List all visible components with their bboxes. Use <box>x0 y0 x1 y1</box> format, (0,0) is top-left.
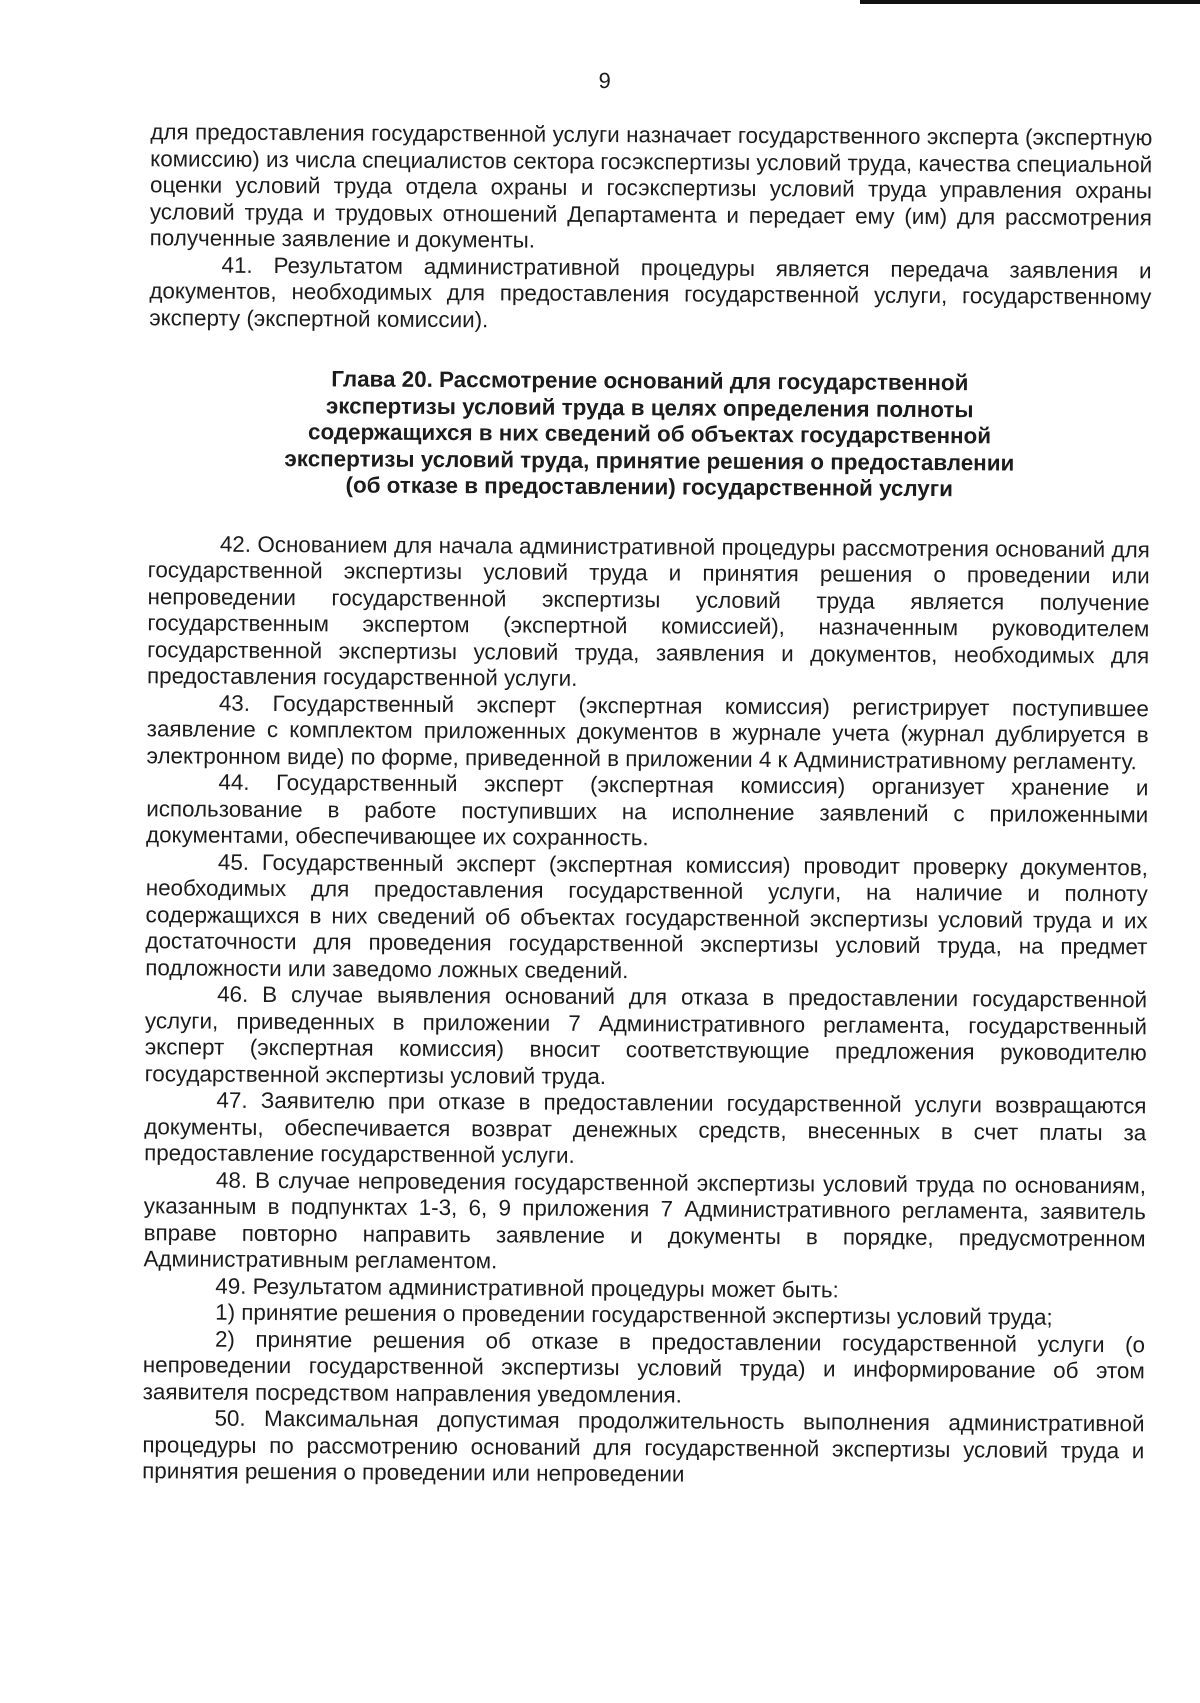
paragraph-49: 49. Результатом административной процедуры может быть: <box>215 1273 839 1302</box>
paragraph-49-item-1: 1) принятие решения о проведении государственной экспертизы условий труда; <box>215 1299 1053 1330</box>
paragraph-45: 45. Государственный эксперт (экспертная комиссия) проводит проверку документов, необходимых для предоставления государственной услуги, на наличие и полноту содержащихся в них сведений об объектах государственной экспертизы условий труда и их достаточности для проведения государственной экспертизы условий труда, на предмет подложности или заведомо ложных сведений. <box>145 849 1148 983</box>
paragraph-43: 43. Государственный эксперт (экспертная комиссия) регистрирует поступившее заявление с комплектом приложенных документов в журнале учета (журнал дублируется в электронном виде) по форме, приведенной в приложении 4 к Административному регламенту. <box>146 690 1149 774</box>
paragraph-46: 46. В случае выявления оснований для отказа в предоставлении государственной услуги, приведенных в приложении 7 Административного регламента, государственный эксперт (экспертная комиссия) вносит соответствующие предложения руководителю государственной экспертизы условий труда. <box>144 981 1148 1089</box>
paragraph-47: 47. Заявителю при отказе в предоставлении государственной услуги возвращаются документы, обеспечивается возврат денежных средств, внесенных в счет платы за предоставление государственной услуги. <box>144 1087 1147 1168</box>
body-text <box>142 119 1152 1491</box>
chapter-title-line: (об отказе в предоставлении) государственной услуги <box>345 472 953 502</box>
paragraph-50: 50. Максимальная допустимая продолжительность выполнения административной процедуры по рассмотрению оснований для государственной экспертизы условий труда и принятия решения о проведении или непроведении <box>142 1405 1145 1487</box>
page-number: 9 <box>598 67 611 94</box>
paragraph-44: 44. Государственный эксперт (экспертная комиссия) организует хранение и использование в работе поступивших на исполнение заявлений с приложенными документами, обеспечивающее их сохранность. <box>146 769 1149 851</box>
chapter-title-line: Глава 20. Рассмотрение оснований для государственной <box>331 366 969 396</box>
paragraph-48: 48. В случае непроведения государственной экспертизы условий труда по основаниям, указанным в подпунктах 1-3, 6, 9 приложения 7 Административного регламента, заявитель вправе повторно направить заявление и документы в порядке, предусмотренном Административным регламентом. <box>143 1167 1147 1274</box>
paragraph-49-item-2: 2) принятие решения об отказе в предоставлении государственной услуги (о непроведении государственной экспертизы условий труда) и информирование об этом заявителя посредством направления уведомления. <box>142 1326 1146 1408</box>
paragraph-42: 42. Основанием для начала административной процедуры рассмотрения оснований для государственной экспертизы условий труда и принятия решения о проведении или непроведении государственной экспертизы условий труда является получение государственным экспертом (экспертной комиссией), назначенным руководителем государственной экспертизы условий труда, заявления и документов, необходимых для предоставления государственной услуги. <box>146 531 1150 691</box>
chapter-title-line: содержащихся в них сведений об объектах государственной <box>307 419 992 449</box>
paragraph-41: 41. Результатом административной процедуры является передача заявления и документов, необходимых для предоставления государственной услуги, государственному эксперту (экспертной комиссии). <box>149 252 1152 332</box>
chapter-title-line: экспертизы условий труда в целях определения полноты <box>325 392 974 422</box>
paragraph-continued: для предоставления государственной услуги назначает государственного эксперта (экспертную комиссию) из числа специалистов сектора госэкспертизы условий труда, качества специальной оценки условий труда отдела охраны и госэкспертизы условий труда управления охраны условий труда и трудовых отношений Департамента и передает ему (им) для рассмотрения полученные заявление и документы. <box>149 119 1153 253</box>
chapter-20-title <box>148 365 1151 504</box>
chapter-title-line: экспертизы условий труда, принятие решения о предоставлении <box>284 445 1015 476</box>
